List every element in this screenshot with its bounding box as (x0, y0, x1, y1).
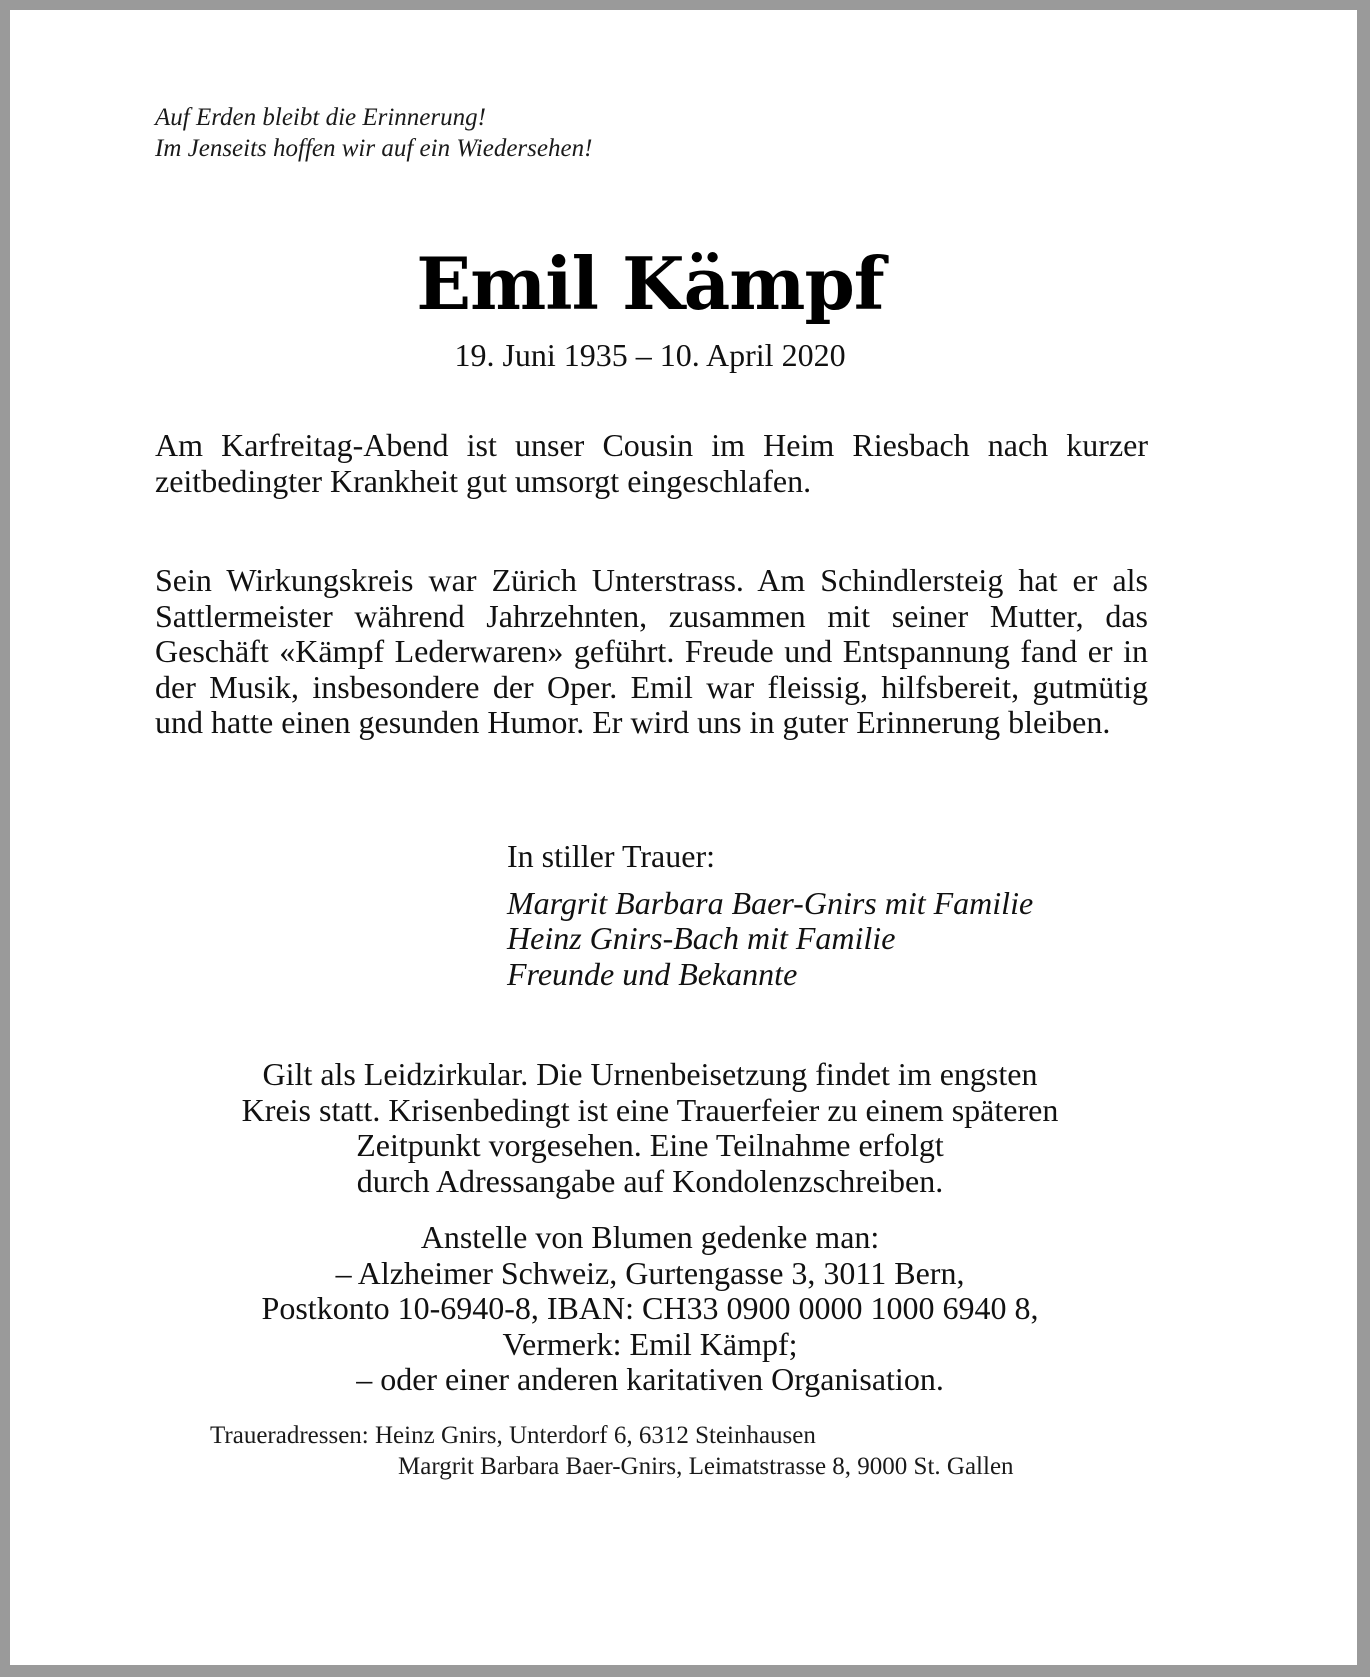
circular-line: Kreis statt. Krisenbedingt ist eine Trauerfeier zu einem späteren (241, 1091, 1059, 1128)
mourning-heading: In stiller Trauer: (507, 838, 715, 874)
circular-line: Zeitpunkt vorgesehen. Eine Teilnahme erfolgt (356, 1127, 944, 1163)
mourner-entry: Heinz Gnirs-Bach mit Familie (507, 920, 896, 956)
deceased-name: Emil Kämpf (416, 241, 884, 326)
mourner-entry: Margrit Barbara Baer-Gnirs mit Familie (507, 884, 1034, 921)
mourners-list (507, 886, 1147, 993)
donation-notice (10, 1220, 1290, 1398)
motto-line: Im Jenseits hoffen wir auf ein Wiedersehen! (155, 135, 593, 162)
mourning-addresses (210, 1420, 1110, 1482)
donation-line: Postkonto 10-6940-8, IBAN: CH33 0900 0000 1000 6940 8, (261, 1290, 1039, 1326)
biography-paragraph: Sein Wirkungskreis war Zürich Unterstrass. Am Schindlersteig hat er als Sattlermeister während Jahrzehnten, zusammen mit seiner Mutter, das Geschäft «Kämpf Lederwaren» geführt. Freude und Entspannung fand er in der Musik, insbesondere der Oper. Emil war fleissig, hilfsbereit, gutmütig und hatte einen gesunden Humor. Er wird uns in guter Erinnerung bleiben. (155, 562, 1148, 740)
motto-line: Auf Erden bleibt die Erinnerung! (155, 104, 486, 131)
circular-line: Gilt als Leidzirkular. Die Urnenbeisetzung findet im engsten (262, 1056, 1038, 1092)
donation-line: – Alzheimer Schweiz, Gurtengasse 3, 3011 Bern, (335, 1254, 965, 1291)
donation-line: Anstelle von Blumen gedenke man: (420, 1219, 880, 1255)
address-line: Traueradressen: Heinz Gnirs, Unterdorf 6, 6312 Steinhausen (210, 1422, 816, 1449)
announcement-paragraph: Am Karfreitag-Abend ist unser Cousin im Heim Riesbach nach kurzer zeitbedingter Krankheit gut umsorgt eingeschlafen. (155, 427, 1148, 499)
mourner-entry: Freunde und Bekannte (507, 955, 798, 992)
donation-line: – oder einer anderen karitativen Organisation. (356, 1361, 944, 1397)
mourners-block (507, 839, 1147, 992)
circular-notice (10, 1057, 1290, 1199)
address-line: Margrit Barbara Baer-Gnirs, Leimatstrasse 8, 9000 St. Gallen (398, 1453, 1014, 1480)
obituary-page (10, 10, 1357, 1665)
motto (155, 102, 592, 164)
donation-line: Vermerk: Emil Kämpf; (502, 1325, 798, 1362)
life-dates: 19. Juni 1935 – 10. April 2020 (454, 337, 846, 373)
circular-line: durch Adressangabe auf Kondolenzschreiben. (356, 1162, 944, 1199)
